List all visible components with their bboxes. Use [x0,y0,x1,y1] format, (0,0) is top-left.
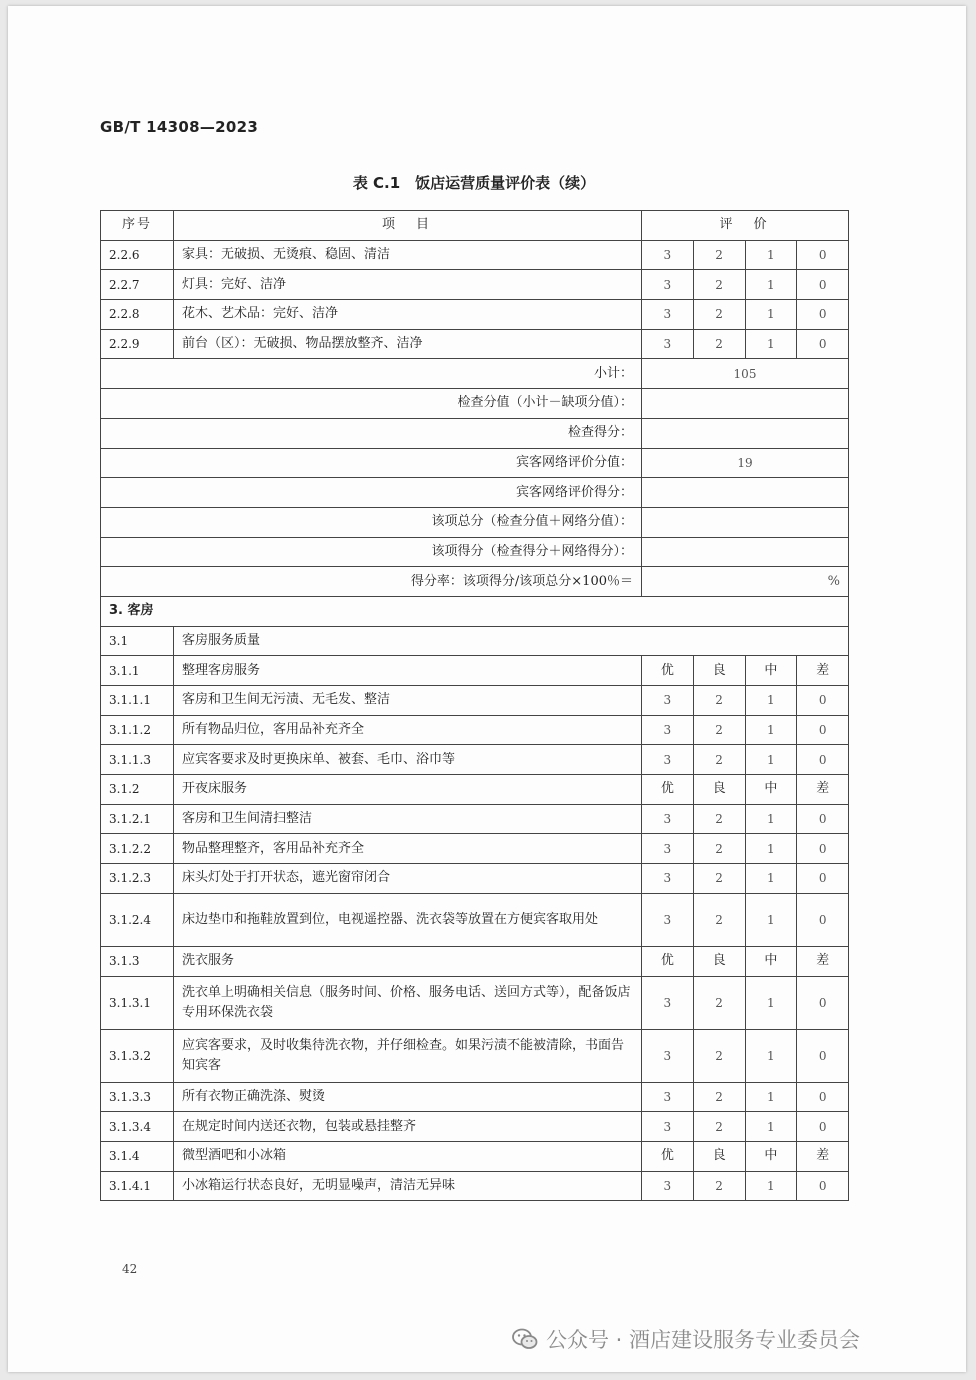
row-item: 应宾客要求，及时收集待洗衣物，并仔细检查。如果污渍不能被清除，书面告知宾客 [174,1029,642,1082]
row-item: 物品整理整齐，客用品补充齐全 [174,834,642,864]
score-cell: 0 [797,864,849,894]
score-cell: 3 [642,804,694,834]
grade-header: 差 [797,946,849,976]
grade-header: 优 [642,1141,694,1171]
header-row [101,211,849,241]
grade-header: 优 [642,775,694,805]
subsection-row [101,626,849,656]
table-row [101,270,849,300]
table-row [101,240,849,270]
grade-header: 良 [693,775,745,805]
score-cell: 1 [745,1171,797,1201]
score-cell: 1 [745,745,797,775]
table-row [101,686,849,716]
summary-value [642,537,849,567]
row-item: 花木、艺术品：完好、洁净 [174,300,642,330]
row-item: 客房和卫生间清扫整洁 [174,804,642,834]
group-title: 开夜床服务 [174,775,642,805]
score-cell: 0 [797,834,849,864]
score-cell: 3 [642,834,694,864]
evaluation-table [100,210,849,1201]
grade-header: 中 [745,946,797,976]
score-cell: 2 [693,270,745,300]
grade-header: 优 [642,656,694,686]
group-title: 洗衣服务 [174,946,642,976]
row-number: 3.1.2.3 [101,864,174,894]
score-cell: 3 [642,745,694,775]
score-cell: 1 [745,834,797,864]
grade-header: 良 [693,946,745,976]
score-cell: 3 [642,893,694,946]
row-number: 3.1.1.1 [101,686,174,716]
score-cell: 3 [642,1029,694,1082]
score-cell: 1 [745,300,797,330]
row-item: 床头灯处于打开状态，遮光窗帘闭合 [174,864,642,894]
summary-row [101,537,849,567]
row-number: 3.1.1.3 [101,745,174,775]
table-row [101,834,849,864]
score-cell: 1 [745,976,797,1029]
summary-row [101,478,849,508]
score-cell: 2 [693,893,745,946]
score-cell: 0 [797,893,849,946]
grade-header: 优 [642,946,694,976]
score-cell: 1 [745,804,797,834]
row-number: 3.1.4.1 [101,1171,174,1201]
score-cell: 2 [693,834,745,864]
summary-row [101,418,849,448]
score-cell: 2 [693,686,745,716]
score-cell: 3 [642,1171,694,1201]
score-cell: 3 [642,300,694,330]
subsection-title: 客房服务质量 [174,626,849,656]
summary-label: 宾客网络评价得分： [101,478,642,508]
table-row [101,893,849,946]
row-item: 在规定时间内送还衣物，包装或悬挂整齐 [174,1112,642,1142]
row-item: 床边垫巾和拖鞋放置到位，电视遥控器、洗衣袋等放置在方便宾客取用处 [174,893,642,946]
summary-label: 该项总分（检查分值＋网络分值）： [101,507,642,537]
row-item: 小冰箱运行状态良好，无明显噪声，清洁无异味 [174,1171,642,1201]
row-number: 2.2.7 [101,270,174,300]
group-title: 整理客房服务 [174,656,642,686]
row-number: 3.1.2 [101,775,174,805]
column-header-rating: 评 价 [642,211,849,241]
summary-row [101,359,849,389]
row-item: 灯具：完好、洁净 [174,270,642,300]
score-cell: 0 [797,1171,849,1201]
score-cell: 0 [797,300,849,330]
table-row [101,300,849,330]
score-cell: 0 [797,329,849,359]
row-item: 客房和卫生间无污渍、无毛发、整洁 [174,686,642,716]
summary-value [642,389,849,419]
score-cell: 2 [693,976,745,1029]
score-cell: 0 [797,804,849,834]
group-header-row [101,1141,849,1171]
score-cell: 1 [745,240,797,270]
grade-header: 差 [797,656,849,686]
summary-row [101,567,849,597]
summary-value: 105 [642,359,849,389]
grade-header: 中 [745,1141,797,1171]
summary-value [642,478,849,508]
grade-header: 差 [797,775,849,805]
score-cell: 2 [693,329,745,359]
row-number: 3.1.1 [101,656,174,686]
row-number: 3.1.4 [101,1141,174,1171]
table-row [101,745,849,775]
summary-value: % [642,567,849,597]
score-cell: 1 [745,715,797,745]
score-cell: 2 [693,1112,745,1142]
score-cell: 0 [797,240,849,270]
group-header-row [101,775,849,805]
score-cell: 3 [642,240,694,270]
row-number: 2.2.6 [101,240,174,270]
score-cell: 3 [642,1082,694,1112]
score-cell: 2 [693,300,745,330]
watermark-text: 公众号 · 酒店建设服务专业委员会 [546,1328,861,1352]
grade-header: 中 [745,656,797,686]
score-cell: 0 [797,1029,849,1082]
row-number: 2.2.9 [101,329,174,359]
table-row [101,1029,849,1082]
table-row [101,864,849,894]
summary-value: 19 [642,448,849,478]
table-row [101,1171,849,1201]
score-cell: 2 [693,715,745,745]
score-cell: 0 [797,976,849,1029]
summary-label: 小计： [101,359,642,389]
row-number: 3.1.1.2 [101,715,174,745]
score-cell: 2 [693,1029,745,1082]
score-cell: 3 [642,1112,694,1142]
grade-header: 中 [745,775,797,805]
section-title: 3. 客房 [101,596,849,626]
score-cell: 2 [693,864,745,894]
score-cell: 3 [642,329,694,359]
row-number: 3.1.2.4 [101,893,174,946]
score-cell: 2 [693,1082,745,1112]
table-title: 表 C.1 饭店运营质量评价表（续） [352,174,596,192]
row-item: 洗衣单上明确相关信息（服务时间、价格、服务电话、送回方式等），配备饭店专用环保洗衣袋 [174,976,642,1029]
column-header-no: 序号 [101,211,174,241]
score-cell: 2 [693,745,745,775]
row-number: 3.1.3.4 [101,1112,174,1142]
score-cell: 1 [745,864,797,894]
row-number: 3.1.3 [101,946,174,976]
row-number: 2.2.8 [101,300,174,330]
summary-label: 宾客网络评价分值： [101,448,642,478]
score-cell: 0 [797,745,849,775]
summary-row [101,448,849,478]
score-cell: 3 [642,270,694,300]
table-row [101,976,849,1029]
group-header-row [101,946,849,976]
score-cell: 1 [745,686,797,716]
summary-label: 检查得分： [101,418,642,448]
group-title: 微型酒吧和小冰箱 [174,1141,642,1171]
score-cell: 1 [745,270,797,300]
score-cell: 2 [693,240,745,270]
table-row [101,329,849,359]
row-number: 3.1.3.1 [101,976,174,1029]
summary-row [101,389,849,419]
row-item: 前台（区）：无破损、物品摆放整齐、洁净 [174,329,642,359]
row-number: 3.1.2.1 [101,804,174,834]
wechat-icon [512,1328,538,1350]
score-cell: 3 [642,864,694,894]
column-header-item: 项 目 [174,211,642,241]
score-cell: 3 [642,686,694,716]
row-item: 所有物品归位，客用品补充齐全 [174,715,642,745]
row-item: 应宾客要求及时更换床单、被套、毛巾、浴巾等 [174,745,642,775]
standard-number: GB/T 14308—2023 [100,118,259,136]
summary-value [642,507,849,537]
score-cell: 1 [745,329,797,359]
summary-value [642,418,849,448]
table-row [101,804,849,834]
group-header-row [101,656,849,686]
score-cell: 1 [745,1082,797,1112]
score-cell: 0 [797,715,849,745]
summary-label: 得分率：该项得分/该项总分×100％＝ [101,567,642,597]
section-row [101,596,849,626]
row-number: 3.1.3.3 [101,1082,174,1112]
score-cell: 0 [797,270,849,300]
score-cell: 0 [797,1082,849,1112]
score-cell: 1 [745,1112,797,1142]
watermark [512,1324,860,1354]
score-cell: 0 [797,686,849,716]
row-number: 3.1.2.2 [101,834,174,864]
score-cell: 2 [693,1171,745,1201]
score-cell: 3 [642,976,694,1029]
table-row [101,1112,849,1142]
table-row [101,1082,849,1112]
score-cell: 3 [642,715,694,745]
row-number: 3.1 [101,626,174,656]
summary-row [101,507,849,537]
table-row [101,715,849,745]
page-number: 42 [122,1262,138,1276]
summary-label: 检查分值（小计－缺项分值）： [101,389,642,419]
row-item: 家具：无破损、无烫痕、稳固、清洁 [174,240,642,270]
row-item: 所有衣物正确洗涤、熨烫 [174,1082,642,1112]
grade-header: 良 [693,656,745,686]
grade-header: 差 [797,1141,849,1171]
grade-header: 良 [693,1141,745,1171]
row-number: 3.1.3.2 [101,1029,174,1082]
score-cell: 1 [745,893,797,946]
score-cell: 2 [693,804,745,834]
score-cell: 1 [745,1029,797,1082]
score-cell: 0 [797,1112,849,1142]
summary-label: 该项得分（检查得分＋网络得分）： [101,537,642,567]
